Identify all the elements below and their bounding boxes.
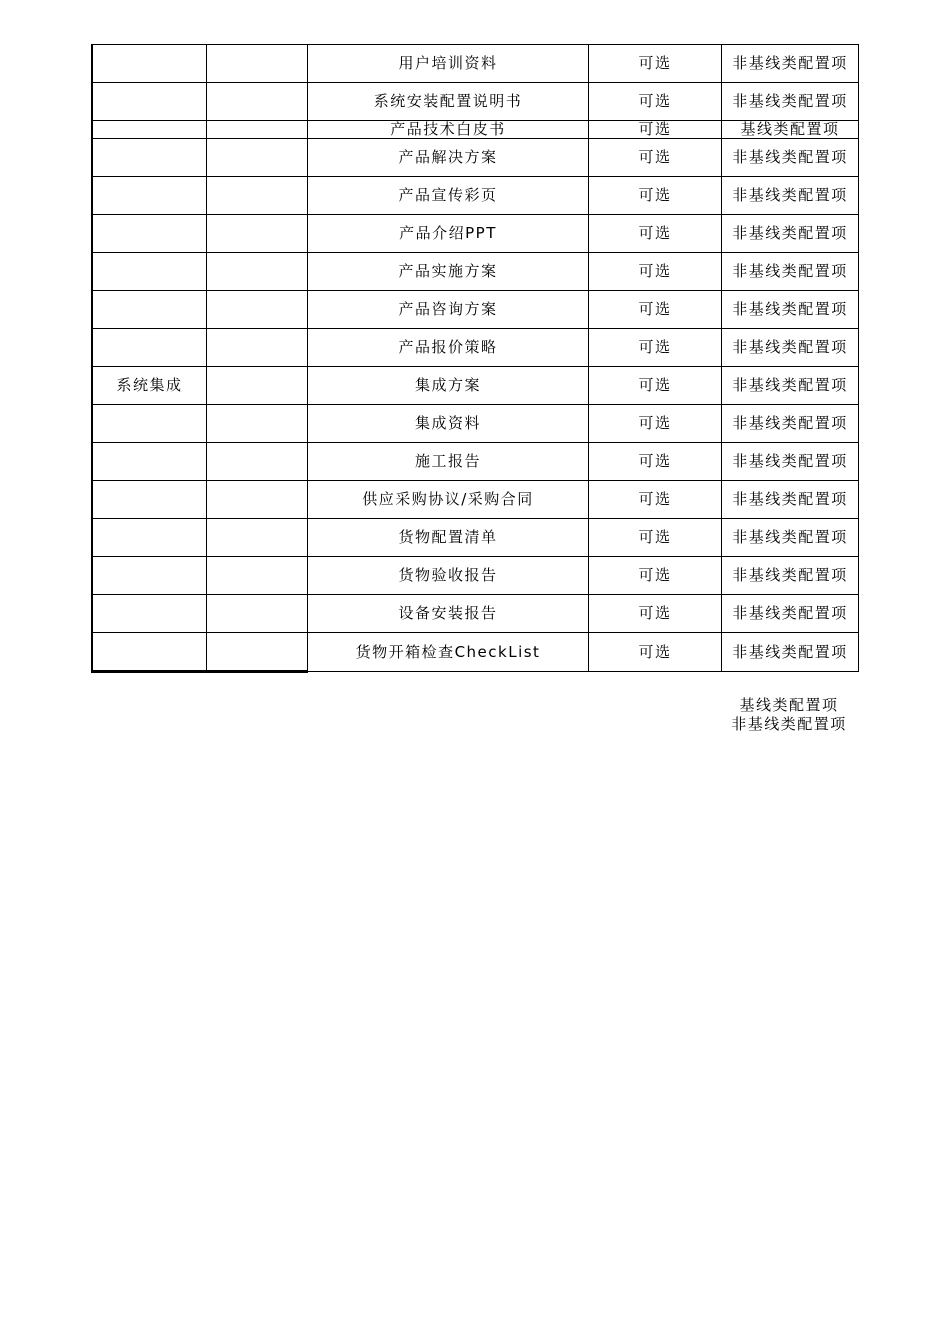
subcategory-cell bbox=[207, 83, 308, 121]
category-cell bbox=[92, 481, 207, 519]
option-cell: 可选 bbox=[589, 253, 722, 291]
config-type-cell: 非基线类配置项 bbox=[722, 557, 859, 595]
config-item-table bbox=[91, 44, 859, 673]
table-row bbox=[92, 45, 859, 83]
option-cell: 可选 bbox=[589, 291, 722, 329]
subcategory-cell bbox=[207, 253, 308, 291]
config-type-cell: 非基线类配置项 bbox=[722, 45, 859, 83]
option-cell: 可选 bbox=[589, 633, 722, 672]
config-type-cell: 非基线类配置项 bbox=[722, 83, 859, 121]
item-name-cell: 产品宣传彩页 bbox=[308, 177, 589, 215]
item-name-cell: 货物开箱检查CheckList bbox=[308, 633, 589, 672]
option-cell: 可选 bbox=[589, 519, 722, 557]
subcategory-cell bbox=[207, 121, 308, 139]
item-name-cell: 集成方案 bbox=[308, 367, 589, 405]
option-cell: 可选 bbox=[589, 481, 722, 519]
item-name-cell: 产品技术白皮书 bbox=[308, 121, 589, 139]
category-cell bbox=[92, 329, 207, 367]
subcategory-cell bbox=[207, 291, 308, 329]
item-name-cell: 产品咨询方案 bbox=[308, 291, 589, 329]
table-row bbox=[92, 405, 859, 443]
category-cell bbox=[92, 121, 207, 139]
subcategory-cell bbox=[207, 215, 308, 253]
category-cell bbox=[92, 253, 207, 291]
category-cell bbox=[92, 45, 207, 83]
config-type-cell: 非基线类配置项 bbox=[722, 215, 859, 253]
table-row bbox=[92, 481, 859, 519]
config-type-cell: 非基线类配置项 bbox=[722, 139, 859, 177]
table-row bbox=[92, 557, 859, 595]
item-name-cell: 集成资料 bbox=[308, 405, 589, 443]
table-row bbox=[92, 253, 859, 291]
category-cell: 系统集成 bbox=[92, 367, 207, 405]
item-name-cell: 施工报告 bbox=[308, 443, 589, 481]
item-name-cell: 货物验收报告 bbox=[308, 557, 589, 595]
table-row bbox=[92, 139, 859, 177]
category-cell bbox=[92, 633, 207, 672]
config-type-cell: 非基线类配置项 bbox=[722, 329, 859, 367]
table-row bbox=[92, 291, 859, 329]
config-type-cell: 非基线类配置项 bbox=[722, 253, 859, 291]
config-type-cell: 非基线类配置项 bbox=[722, 595, 859, 633]
item-name-cell: 产品介绍PPT bbox=[308, 215, 589, 253]
option-cell: 可选 bbox=[589, 329, 722, 367]
category-cell bbox=[92, 557, 207, 595]
item-name-cell: 产品解决方案 bbox=[308, 139, 589, 177]
legend-non-baseline: 非基线类配置项 bbox=[731, 715, 847, 733]
subcategory-cell bbox=[207, 595, 308, 633]
option-cell: 可选 bbox=[589, 367, 722, 405]
config-type-cell: 非基线类配置项 bbox=[722, 367, 859, 405]
option-cell: 可选 bbox=[589, 557, 722, 595]
item-name-cell: 产品报价策略 bbox=[308, 329, 589, 367]
option-cell: 可选 bbox=[589, 83, 722, 121]
item-name-cell: 产品实施方案 bbox=[308, 253, 589, 291]
table-row bbox=[92, 367, 859, 405]
item-name-cell: 货物配置清单 bbox=[308, 519, 589, 557]
subcategory-cell bbox=[207, 519, 308, 557]
category-cell bbox=[92, 291, 207, 329]
table-row bbox=[92, 329, 859, 367]
subcategory-cell bbox=[207, 481, 308, 519]
subcategory-cell bbox=[207, 405, 308, 443]
option-cell: 可选 bbox=[589, 595, 722, 633]
category-cell bbox=[92, 177, 207, 215]
table-row bbox=[92, 595, 859, 633]
config-type-cell: 非基线类配置项 bbox=[722, 519, 859, 557]
category-cell bbox=[92, 443, 207, 481]
legend-baseline: 基线类配置项 bbox=[739, 696, 839, 714]
subcategory-cell bbox=[207, 177, 308, 215]
item-name-cell: 供应采购协议/采购合同 bbox=[308, 481, 589, 519]
item-name-cell: 系统安装配置说明书 bbox=[308, 83, 589, 121]
option-cell: 可选 bbox=[589, 45, 722, 83]
category-cell bbox=[92, 519, 207, 557]
config-type-cell: 非基线类配置项 bbox=[722, 481, 859, 519]
table-row bbox=[92, 443, 859, 481]
subcategory-cell bbox=[207, 45, 308, 83]
config-type-cell: 非基线类配置项 bbox=[722, 443, 859, 481]
subcategory-cell bbox=[207, 367, 308, 405]
category-cell bbox=[92, 139, 207, 177]
category-cell bbox=[92, 595, 207, 633]
option-cell: 可选 bbox=[589, 121, 722, 139]
table-row bbox=[92, 121, 859, 139]
config-type-cell: 非基线类配置项 bbox=[722, 405, 859, 443]
config-type-cell: 非基线类配置项 bbox=[722, 291, 859, 329]
item-name-cell: 用户培训资料 bbox=[308, 45, 589, 83]
table-row bbox=[92, 215, 859, 253]
category-cell bbox=[92, 215, 207, 253]
option-cell: 可选 bbox=[589, 405, 722, 443]
item-name-cell: 设备安装报告 bbox=[308, 595, 589, 633]
category-cell bbox=[92, 83, 207, 121]
option-cell: 可选 bbox=[589, 215, 722, 253]
subcategory-cell bbox=[207, 633, 308, 672]
table-row bbox=[92, 633, 859, 672]
subcategory-cell bbox=[207, 443, 308, 481]
option-cell: 可选 bbox=[589, 443, 722, 481]
subcategory-cell bbox=[207, 557, 308, 595]
config-type-cell: 非基线类配置项 bbox=[722, 633, 859, 672]
option-cell: 可选 bbox=[589, 177, 722, 215]
category-cell bbox=[92, 405, 207, 443]
table-row bbox=[92, 177, 859, 215]
config-type-cell: 基线类配置项 bbox=[722, 121, 859, 139]
table-row bbox=[92, 519, 859, 557]
table-row bbox=[92, 83, 859, 121]
subcategory-cell bbox=[207, 139, 308, 177]
subcategory-cell bbox=[207, 329, 308, 367]
option-cell: 可选 bbox=[589, 139, 722, 177]
config-type-cell: 非基线类配置项 bbox=[722, 177, 859, 215]
